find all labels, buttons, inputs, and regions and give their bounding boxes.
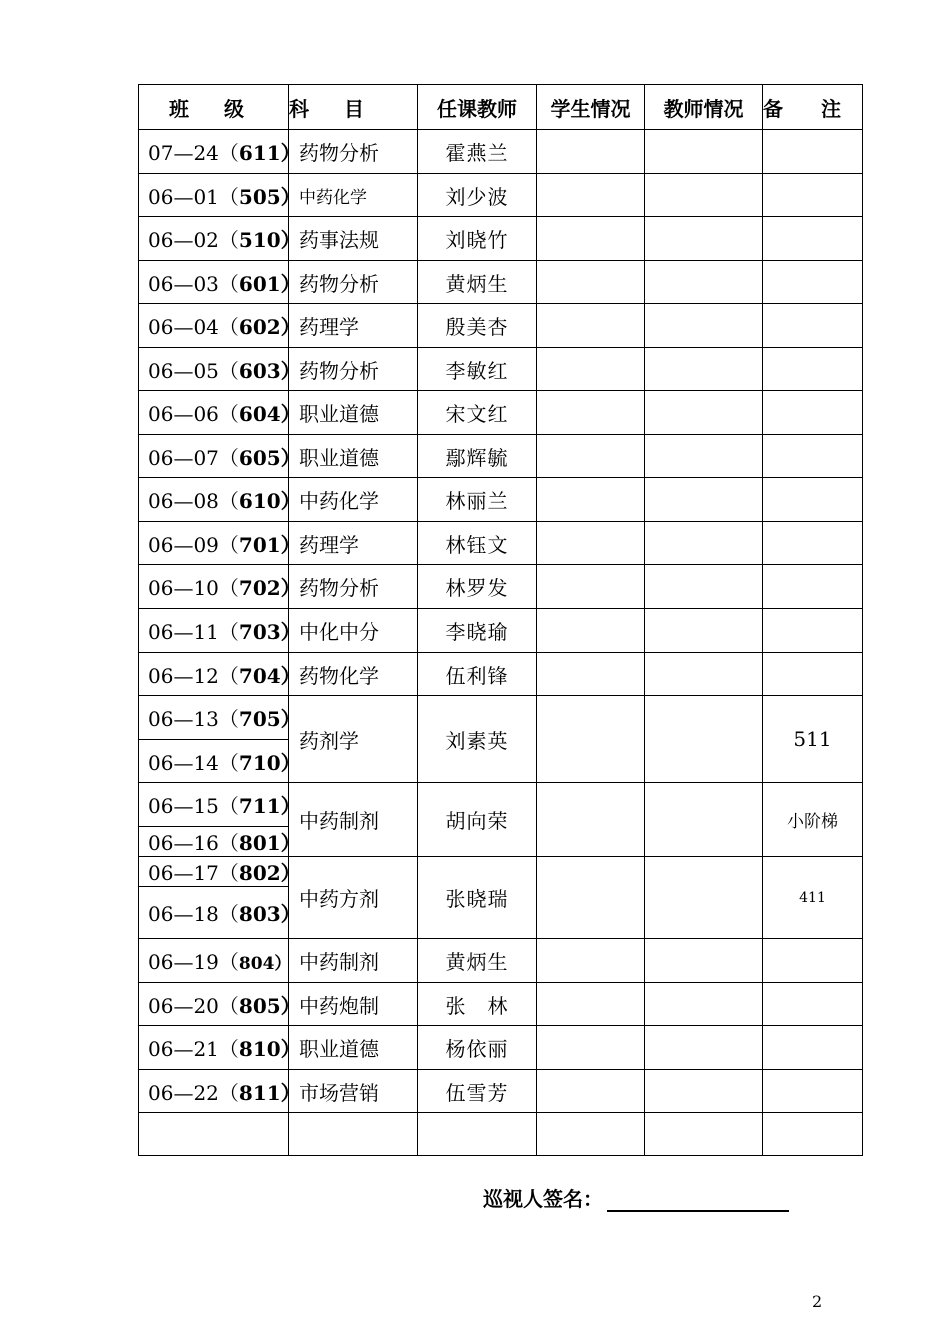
table-row <box>139 653 863 696</box>
teacher-cell: 张晓瑞 <box>418 857 537 939</box>
class-cell: 06—16（801） <box>139 827 289 857</box>
teacher-status-cell <box>645 435 763 478</box>
teacher-cell: 伍利锋 <box>418 653 537 696</box>
header-subject: 科 目 <box>289 85 418 130</box>
teacher-status-cell <box>645 130 763 174</box>
class-cell: 06—06（604） <box>139 391 289 435</box>
class-cell: 06—05（603） <box>139 348 289 391</box>
teacher-status-cell <box>645 217 763 261</box>
subject-cell: 中药方剂 <box>289 857 418 939</box>
class-cell: 06—22（811） <box>139 1070 289 1113</box>
note-cell <box>763 939 863 983</box>
teacher-cell: 杨依丽 <box>418 1026 537 1070</box>
header-student-status: 学生情况 <box>537 85 645 130</box>
table-row <box>139 217 863 261</box>
note-cell <box>763 174 863 217</box>
teacher-cell: 鄢辉毓 <box>418 435 537 478</box>
student-status-cell <box>537 478 645 522</box>
empty-cell <box>289 1113 418 1156</box>
teacher-cell: 张 林 <box>418 983 537 1026</box>
teacher-status-cell <box>645 348 763 391</box>
table-row <box>139 522 863 565</box>
teacher-cell: 宋文红 <box>418 391 537 435</box>
subject-cell: 职业道德 <box>289 435 418 478</box>
class-cell: 06—17（802） <box>139 857 289 887</box>
subject-cell: 中药炮制 <box>289 983 418 1026</box>
signature-label: 巡视人签名： <box>483 1187 603 1211</box>
teacher-status-cell <box>645 261 763 304</box>
class-cell: 06—04（602） <box>139 304 289 348</box>
student-status-cell <box>537 565 645 609</box>
header-class: 班 级 <box>139 85 289 130</box>
class-cell: 06—01（505） <box>139 174 289 217</box>
table-row <box>139 1070 863 1113</box>
table-row <box>139 565 863 609</box>
note-cell <box>763 522 863 565</box>
note-cell <box>763 478 863 522</box>
signature-area <box>483 1183 789 1212</box>
student-status-cell <box>537 1070 645 1113</box>
note-cell <box>763 130 863 174</box>
note-cell <box>763 983 863 1026</box>
table-row <box>139 609 863 653</box>
class-cell: 06—21（810） <box>139 1026 289 1070</box>
header-teacher-status: 教师情况 <box>645 85 763 130</box>
class-cell: 06—09（701） <box>139 522 289 565</box>
subject-cell: 中药制剂 <box>289 939 418 983</box>
class-cell: 06—11（703） <box>139 609 289 653</box>
teacher-status-cell <box>645 391 763 435</box>
teacher-cell: 黄炳生 <box>418 939 537 983</box>
subject-cell: 中化中分 <box>289 609 418 653</box>
student-status-cell <box>537 304 645 348</box>
table-row <box>139 261 863 304</box>
student-status-cell <box>537 435 645 478</box>
class-cell: 06—02（510） <box>139 217 289 261</box>
teacher-cell: 伍雪芳 <box>418 1070 537 1113</box>
note-cell <box>763 261 863 304</box>
note-cell <box>763 217 863 261</box>
student-status-cell <box>537 174 645 217</box>
teacher-status-cell <box>645 857 763 939</box>
teacher-status-cell <box>645 522 763 565</box>
class-cell: 06—07（605） <box>139 435 289 478</box>
student-status-cell <box>537 130 645 174</box>
teacher-status-cell <box>645 174 763 217</box>
empty-cell <box>537 1113 645 1156</box>
note-cell <box>763 1026 863 1070</box>
teacher-cell: 黄炳生 <box>418 261 537 304</box>
teacher-cell: 胡向荣 <box>418 783 537 857</box>
teacher-cell: 刘少波 <box>418 174 537 217</box>
subject-cell: 职业道德 <box>289 1026 418 1070</box>
subject-cell: 药物分析 <box>289 130 418 174</box>
subject-cell: 中药化学 <box>289 174 418 217</box>
note-cell: 小阶梯 <box>763 783 863 857</box>
header-notes-text: 备 注 <box>763 96 841 121</box>
note-cell <box>763 304 863 348</box>
class-cell: 06—13（705） <box>139 696 289 740</box>
class-cell: 06—08（610） <box>139 478 289 522</box>
student-status-cell <box>537 348 645 391</box>
teacher-status-cell <box>645 304 763 348</box>
class-cell: 06—20（805） <box>139 983 289 1026</box>
note-cell <box>763 609 863 653</box>
student-status-cell <box>537 1026 645 1070</box>
student-status-cell <box>537 696 645 783</box>
header-row <box>139 85 863 130</box>
teacher-status-cell <box>645 1070 763 1113</box>
subject-cell: 药物分析 <box>289 565 418 609</box>
table-row <box>139 435 863 478</box>
empty-cell <box>645 1113 763 1156</box>
teacher-cell: 李敏红 <box>418 348 537 391</box>
teacher-status-cell <box>645 609 763 653</box>
subject-cell: 药物化学 <box>289 653 418 696</box>
student-status-cell <box>537 783 645 857</box>
teacher-status-cell <box>645 696 763 783</box>
note-cell: 411 <box>763 857 863 939</box>
table-row <box>139 696 863 740</box>
subject-cell: 职业道德 <box>289 391 418 435</box>
table-row <box>139 478 863 522</box>
empty-cell <box>763 1113 863 1156</box>
table-row <box>139 348 863 391</box>
student-status-cell <box>537 653 645 696</box>
teacher-status-cell <box>645 478 763 522</box>
note-cell <box>763 391 863 435</box>
note-cell: 511 <box>763 696 863 783</box>
table-row <box>139 939 863 983</box>
student-status-cell <box>537 261 645 304</box>
teacher-cell: 殷美杏 <box>418 304 537 348</box>
subject-cell: 药物分析 <box>289 348 418 391</box>
note-cell <box>763 1070 863 1113</box>
teacher-status-cell <box>645 939 763 983</box>
class-cell: 06—14（710） <box>139 740 289 783</box>
teacher-status-cell <box>645 983 763 1026</box>
empty-cell <box>139 1113 289 1156</box>
signature-line[interactable] <box>607 1188 789 1212</box>
subject-cell: 药物分析 <box>289 261 418 304</box>
class-cell: 06—18（803） <box>139 887 289 939</box>
note-cell <box>763 348 863 391</box>
header-teacher: 任课教师 <box>418 85 537 130</box>
subject-cell: 中药制剂 <box>289 783 418 857</box>
teacher-status-cell <box>645 653 763 696</box>
class-cell: 07—24（611） <box>139 130 289 174</box>
subject-cell: 市场营销 <box>289 1070 418 1113</box>
teacher-status-cell <box>645 783 763 857</box>
teacher-cell: 林钰文 <box>418 522 537 565</box>
inspection-table <box>138 84 863 1156</box>
table-row <box>139 130 863 174</box>
table-row <box>139 783 863 827</box>
table-row <box>139 857 863 887</box>
class-cell: 06—12（704） <box>139 653 289 696</box>
subject-cell: 药理学 <box>289 522 418 565</box>
note-cell <box>763 565 863 609</box>
table-row <box>139 391 863 435</box>
teacher-cell: 霍燕兰 <box>418 130 537 174</box>
teacher-status-cell <box>645 1026 763 1070</box>
teacher-cell: 李晓瑜 <box>418 609 537 653</box>
student-status-cell <box>537 522 645 565</box>
subject-cell: 中药化学 <box>289 478 418 522</box>
teacher-cell: 刘素英 <box>418 696 537 783</box>
empty-cell <box>418 1113 537 1156</box>
subject-cell: 药剂学 <box>289 696 418 783</box>
subject-cell: 药事法规 <box>289 217 418 261</box>
teacher-cell: 刘晓竹 <box>418 217 537 261</box>
note-cell <box>763 435 863 478</box>
student-status-cell <box>537 217 645 261</box>
teacher-status-cell <box>645 565 763 609</box>
class-cell: 06—03（601） <box>139 261 289 304</box>
note-cell <box>763 653 863 696</box>
student-status-cell <box>537 983 645 1026</box>
empty-row <box>139 1113 863 1156</box>
teacher-cell: 林丽兰 <box>418 478 537 522</box>
student-status-cell <box>537 857 645 939</box>
table-row <box>139 304 863 348</box>
class-cell: 06—19（804） <box>139 939 289 983</box>
header-notes <box>763 85 863 130</box>
class-cell: 06—10（702） <box>139 565 289 609</box>
page-number: 2 <box>812 1292 823 1311</box>
class-cell: 06—15（711） <box>139 783 289 827</box>
student-status-cell <box>537 391 645 435</box>
table-row <box>139 1026 863 1070</box>
table-row <box>139 174 863 217</box>
student-status-cell <box>537 939 645 983</box>
student-status-cell <box>537 609 645 653</box>
table-row <box>139 983 863 1026</box>
teacher-cell: 林罗发 <box>418 565 537 609</box>
subject-cell: 药理学 <box>289 304 418 348</box>
